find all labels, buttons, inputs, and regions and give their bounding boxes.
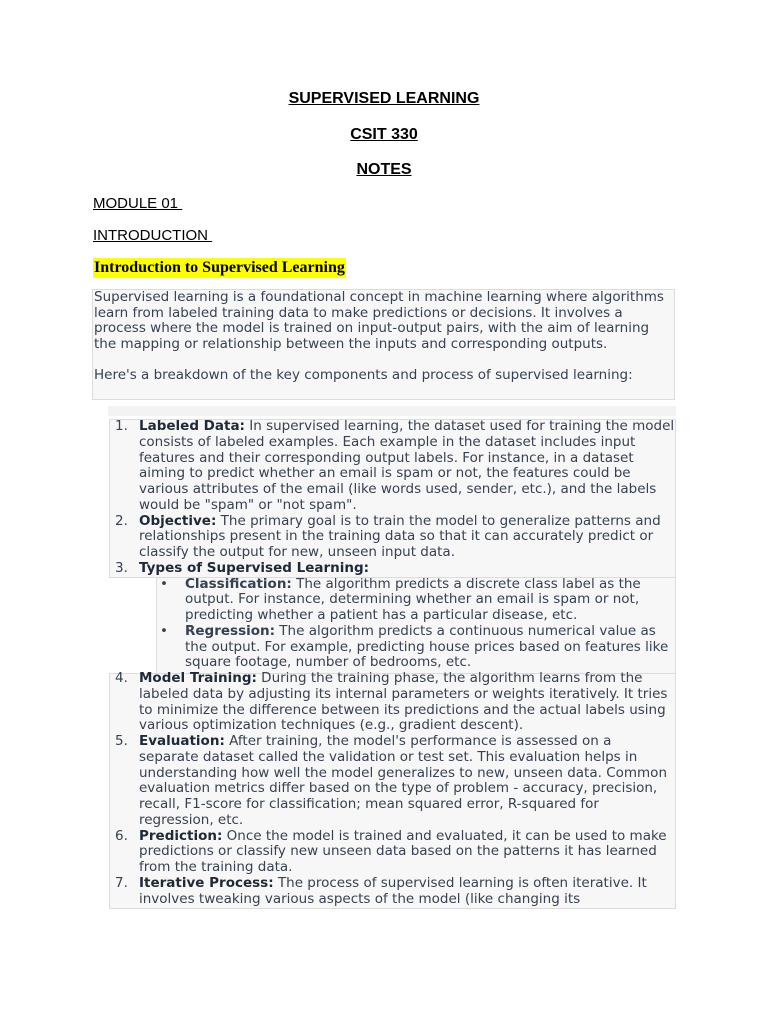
item-text: Once the model is trained and evaluated, it can be used to make predictions or classify new unseen data based on the patterns it has learned from the training data. (139, 827, 667, 875)
bullet-icon: • (160, 575, 168, 592)
components-list (109, 419, 675, 907)
item-text: After training, the model's performance is assessed on a separate dataset called the validation or test set. This evaluation helps in understanding how well the model generalizes to new, unseen data. Common evaluation metrics differ based on the type of problem - accuracy, precision, recall, F1-score for classification; mean squared error, R-squared for regression, etc. (139, 733, 667, 828)
sub-item-text: The algorithm predicts a discrete class label as the output. For instance, determining whether an email is spam or not, predicting whether a patient has a particular disease, etc. (185, 575, 641, 623)
item-term: Prediction: (139, 827, 223, 844)
item-term: Types of Supervised Learning: (139, 559, 370, 576)
highlighted-heading: Introduction to Supervised Learning (94, 259, 345, 276)
list-item: 7. Iterative Process: The process of supervised learning is often iterative. It involves tweaking various aspects of the model (like changing its (115, 874, 647, 907)
notes-label: NOTES (356, 161, 412, 178)
sub-item-term: Classification: (185, 575, 292, 592)
list-item: 5. Evaluation: After training, the model's performance is assessed on a separate dataset called the validation or test set. This evaluation helps in understanding how well the model generalizes to new, unseen data. Common evaluation metrics differ based on the type of problem - accuracy, precision, recall, F1-score for classification; mean squared error, R-squared for regression, etc. (115, 733, 667, 828)
document-title: SUPERVISED LEARNING (288, 90, 480, 107)
sub-list-item (109, 624, 675, 671)
item-term: Objective: (139, 512, 217, 529)
list-item: 4. Model Training: During the training phase, the algorithm learns from the labeled data by adjusting its internal parameters or weights iteratively. It tries to minimize the difference between its predictions and the actual labels using various optimization techniques (e.g., gradient descent). (115, 670, 668, 734)
course-code: CSIT 330 (350, 126, 418, 143)
list-item: 3. Types of Supervised Learning: (115, 559, 370, 576)
divider-strip (108, 406, 676, 416)
list-item: 2. Objective: The primary goal is to train the model to generalize patterns and relationships present in the training data so that it can accurately predict or classify the output for new, unseen input data. (115, 512, 661, 560)
intro-breakdown: Here's a breakdown of the key components and process of supervised learning: (94, 366, 633, 383)
item-text: The primary goal is to train the model to generalize patterns and relationships present in the training data so that it can accurately predict or classify the output for new, unseen input data. (139, 512, 661, 560)
section-label: INTRODUCTION (93, 227, 213, 244)
module-label: MODULE 01 (93, 195, 183, 212)
item-term: Model Training: (139, 670, 257, 686)
item-text: In supervised learning, the dataset used for training the model consists of labeled examples. Each example in the dataset includes input features and their corresponding output labels. For instance, in a dataset aiming to predict whether an email is spam or not, the features could be various attributes of the email (like words used, sender, etc.), and the labels would be "spam" or "not spam". (139, 418, 675, 513)
sub-list-item (109, 577, 675, 624)
bullet-icon: • (160, 622, 168, 639)
sub-item-term: Regression: (185, 622, 276, 639)
intro-paragraph: Supervised learning is a foundational concept in machine learning where algorithms learn from labeled training data to make predictions or decisions. It involves a process where the model is trained on input-output pairs, with the aim of learning the mapping or relationship between the inputs and corresponding outputs. (94, 289, 664, 352)
item-text: During the training phase, the algorithm learns from the labeled data by adjusting its internal parameters or weights iteratively. It tries to minimize the difference between its predictions and the actual labels using various optimization techniques (e.g., gradient descent). (139, 670, 668, 734)
list-item: 6. Prediction: Once the model is trained and evaluated, it can be used to make predictions or classify new unseen data based on the patterns it has learned from the training data. (115, 827, 667, 875)
intro-block (92, 289, 675, 400)
sub-item-text: The algorithm predicts a continuous numerical value as the output. For example, predicting house prices based on features like square footage, number of bedrooms, etc. (185, 622, 669, 671)
item-term: Evaluation: (139, 733, 225, 749)
item-term: Labeled Data: (139, 418, 245, 434)
list-item: 1. Labeled Data: In supervised learning, the dataset used for training the model consists of labeled examples. Each example in the dataset includes input features and their corresponding output labels. For instance, in a dataset aiming to predict whether an email is spam or not, the features could be various attributes of the email (like words used, sender, etc.), and the labels would be "spam" or "not spam". (115, 418, 675, 513)
item-text: The process of supervised learning is often iterative. It involves tweaking various aspects of the model (like changing its (139, 874, 647, 907)
item-term: Iterative Process: (139, 874, 274, 891)
